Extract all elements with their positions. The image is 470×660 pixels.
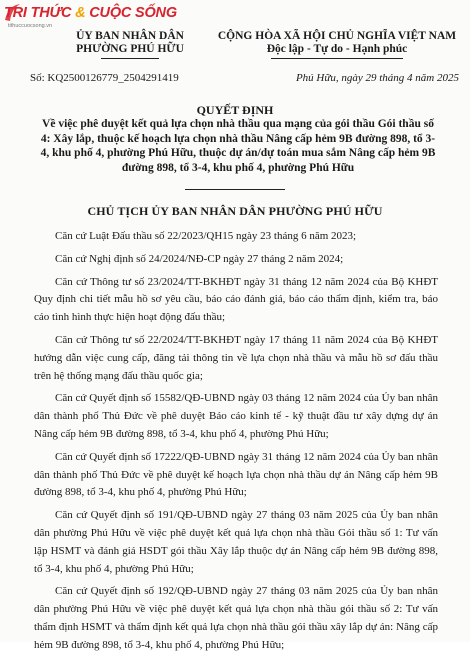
legal-basis-paragraph: Căn cứ Quyết định số 15582/QĐ-UBND ngày 03 tháng 12 năm 2024 của Ủy ban nhân dân thành phố Thủ Đức về phê duyệt Báo cáo kinh tế - kỹ thuật đầu tư xây dựng dự án Nâng cấp hẻm 9B đường 898, tổ 3-4, khu phố 4, phường Phú Hữu; <box>34 392 438 440</box>
motto-underline <box>271 58 403 59</box>
motto: Độc lập - Tự do - Hạnh phúc <box>266 43 408 55</box>
logo-part2: CUỘC SỐNG <box>89 5 177 21</box>
logo-part1: TRI THỨC <box>4 5 72 21</box>
logo-text <box>4 5 177 21</box>
legal-basis-paragraph: Căn cứ Thông tư số 22/2024/TT-BKHĐT ngày 17 tháng 11 năm 2024 của Bộ KHĐT hướng dẫn việc cung cấp, đăng tải thông tin về lựa chọn nhà thầu và mẫu hồ sơ đấu thầu trên hệ thống mạng đấu thầu quốc gia; <box>34 333 438 382</box>
document-title: QUYẾT ĐỊNH <box>196 103 274 117</box>
place-and-date: Phú Hữu, ngày 29 tháng 4 năm 2025 <box>295 72 459 84</box>
document-body <box>34 228 438 660</box>
logo-ampersand: & <box>75 5 86 21</box>
legal-basis-paragraph: Căn cứ Luật Đấu thầu số 22/2023/QH15 ngày 23 tháng 6 năm 2023; <box>55 230 357 242</box>
legal-basis-paragraph: Căn cứ Nghị định số 24/2024/NĐ-CP ngày 27 tháng 2 năm 2024; <box>55 252 344 265</box>
legal-basis-paragraph: Căn cứ Thông tư số 23/2024/TT-BKHĐT ngày 31 tháng 12 năm 2024 của Bộ KHĐT Quy định chi tiết mẫu hồ sơ yêu cầu, báo cáo đánh giá, báo cáo thẩm định, kiểm tra, báo cáo tình hình thực hiện hoạt động đấu thầu; <box>34 275 438 324</box>
legal-basis-paragraph: Căn cứ Quyết định số 191/QĐ-UBND ngày 27 tháng 03 năm 2025 của Ủy ban nhân dân phường Phú Hữu về việc phê duyệt kết quả lựa chọn nhà thầu Gói thầu số 1: Tư vấn lập HSMT và đánh giá HSDT gói thầu Xây lắp thuộc dự án Nâng cấp hẻm 9B đường 898, tổ 3-4, khu phố 4, phường Phú Hữu; <box>34 509 438 575</box>
issuing-agency <box>50 30 210 59</box>
subject-underline <box>185 189 285 190</box>
legal-basis-paragraph: Căn cứ Quyết định số 17222/QĐ-UBND ngày 31 tháng 12 năm 2024 của Ủy ban nhân dân thành phố Thủ Đức về phê duyệt kế hoạch lựa chọn nhà thầu dự án Nâng cấp hẻm 9B đường 898, tổ 3-4, khu phố 4, phường Phú Hữu; <box>34 450 438 499</box>
logo-url: tithuccuocsong.vn <box>8 23 53 29</box>
national-motto <box>212 30 462 59</box>
issuing-authority: CHỦ TỊCH ỦY BAN NHÂN DÂN PHƯỜNG PHÚ HỮU <box>87 204 383 218</box>
legal-basis-paragraph: Căn cứ Quyết định số 192/QĐ-UBND ngày 27 tháng 03 năm 2025 của Ủy ban nhân dân phường Phú Hữu về việc phê duyệt kết quả lựa chọn nhà thầu gói thầu số 2: Tư vấn thẩm định HSMT và thẩm định kết quả lựa chọn nhà thầu gói thầu xây lắp dự án: Nâng cấp hẻm 9B đường 898, tổ 3-4, khu phố 4, phường Phú Hữu; <box>34 585 438 651</box>
country-name: CỘNG HÒA XÃ HỘI CHỦ NGHĨA VIỆT NAM <box>217 30 457 42</box>
agency-underline <box>101 58 159 59</box>
document-subject: Về việc phê duyệt kết quả lựa chọn nhà thầu qua mạng của gói thầu Gói thầu số 4: Xây lắp, thuộc kế hoạch lựa chọn nhà thầu Nâng cấp hẻm 9B đường 898, tổ 3-4, khu phố 4, phường Phú Hữu, thuộc dự án/dự toán mua sắm Nâng cấp hẻm 9B đường 898, tổ 3-4, khu phố 4, phường Phú Hữu <box>40 118 436 174</box>
agency-line-1: ỦY BAN NHÂN DÂN <box>76 30 184 42</box>
agency-line-2: PHƯỜNG PHÚ HỮU <box>76 43 184 55</box>
document-number: Số: KQ2500126779_2504291419 <box>30 72 179 84</box>
